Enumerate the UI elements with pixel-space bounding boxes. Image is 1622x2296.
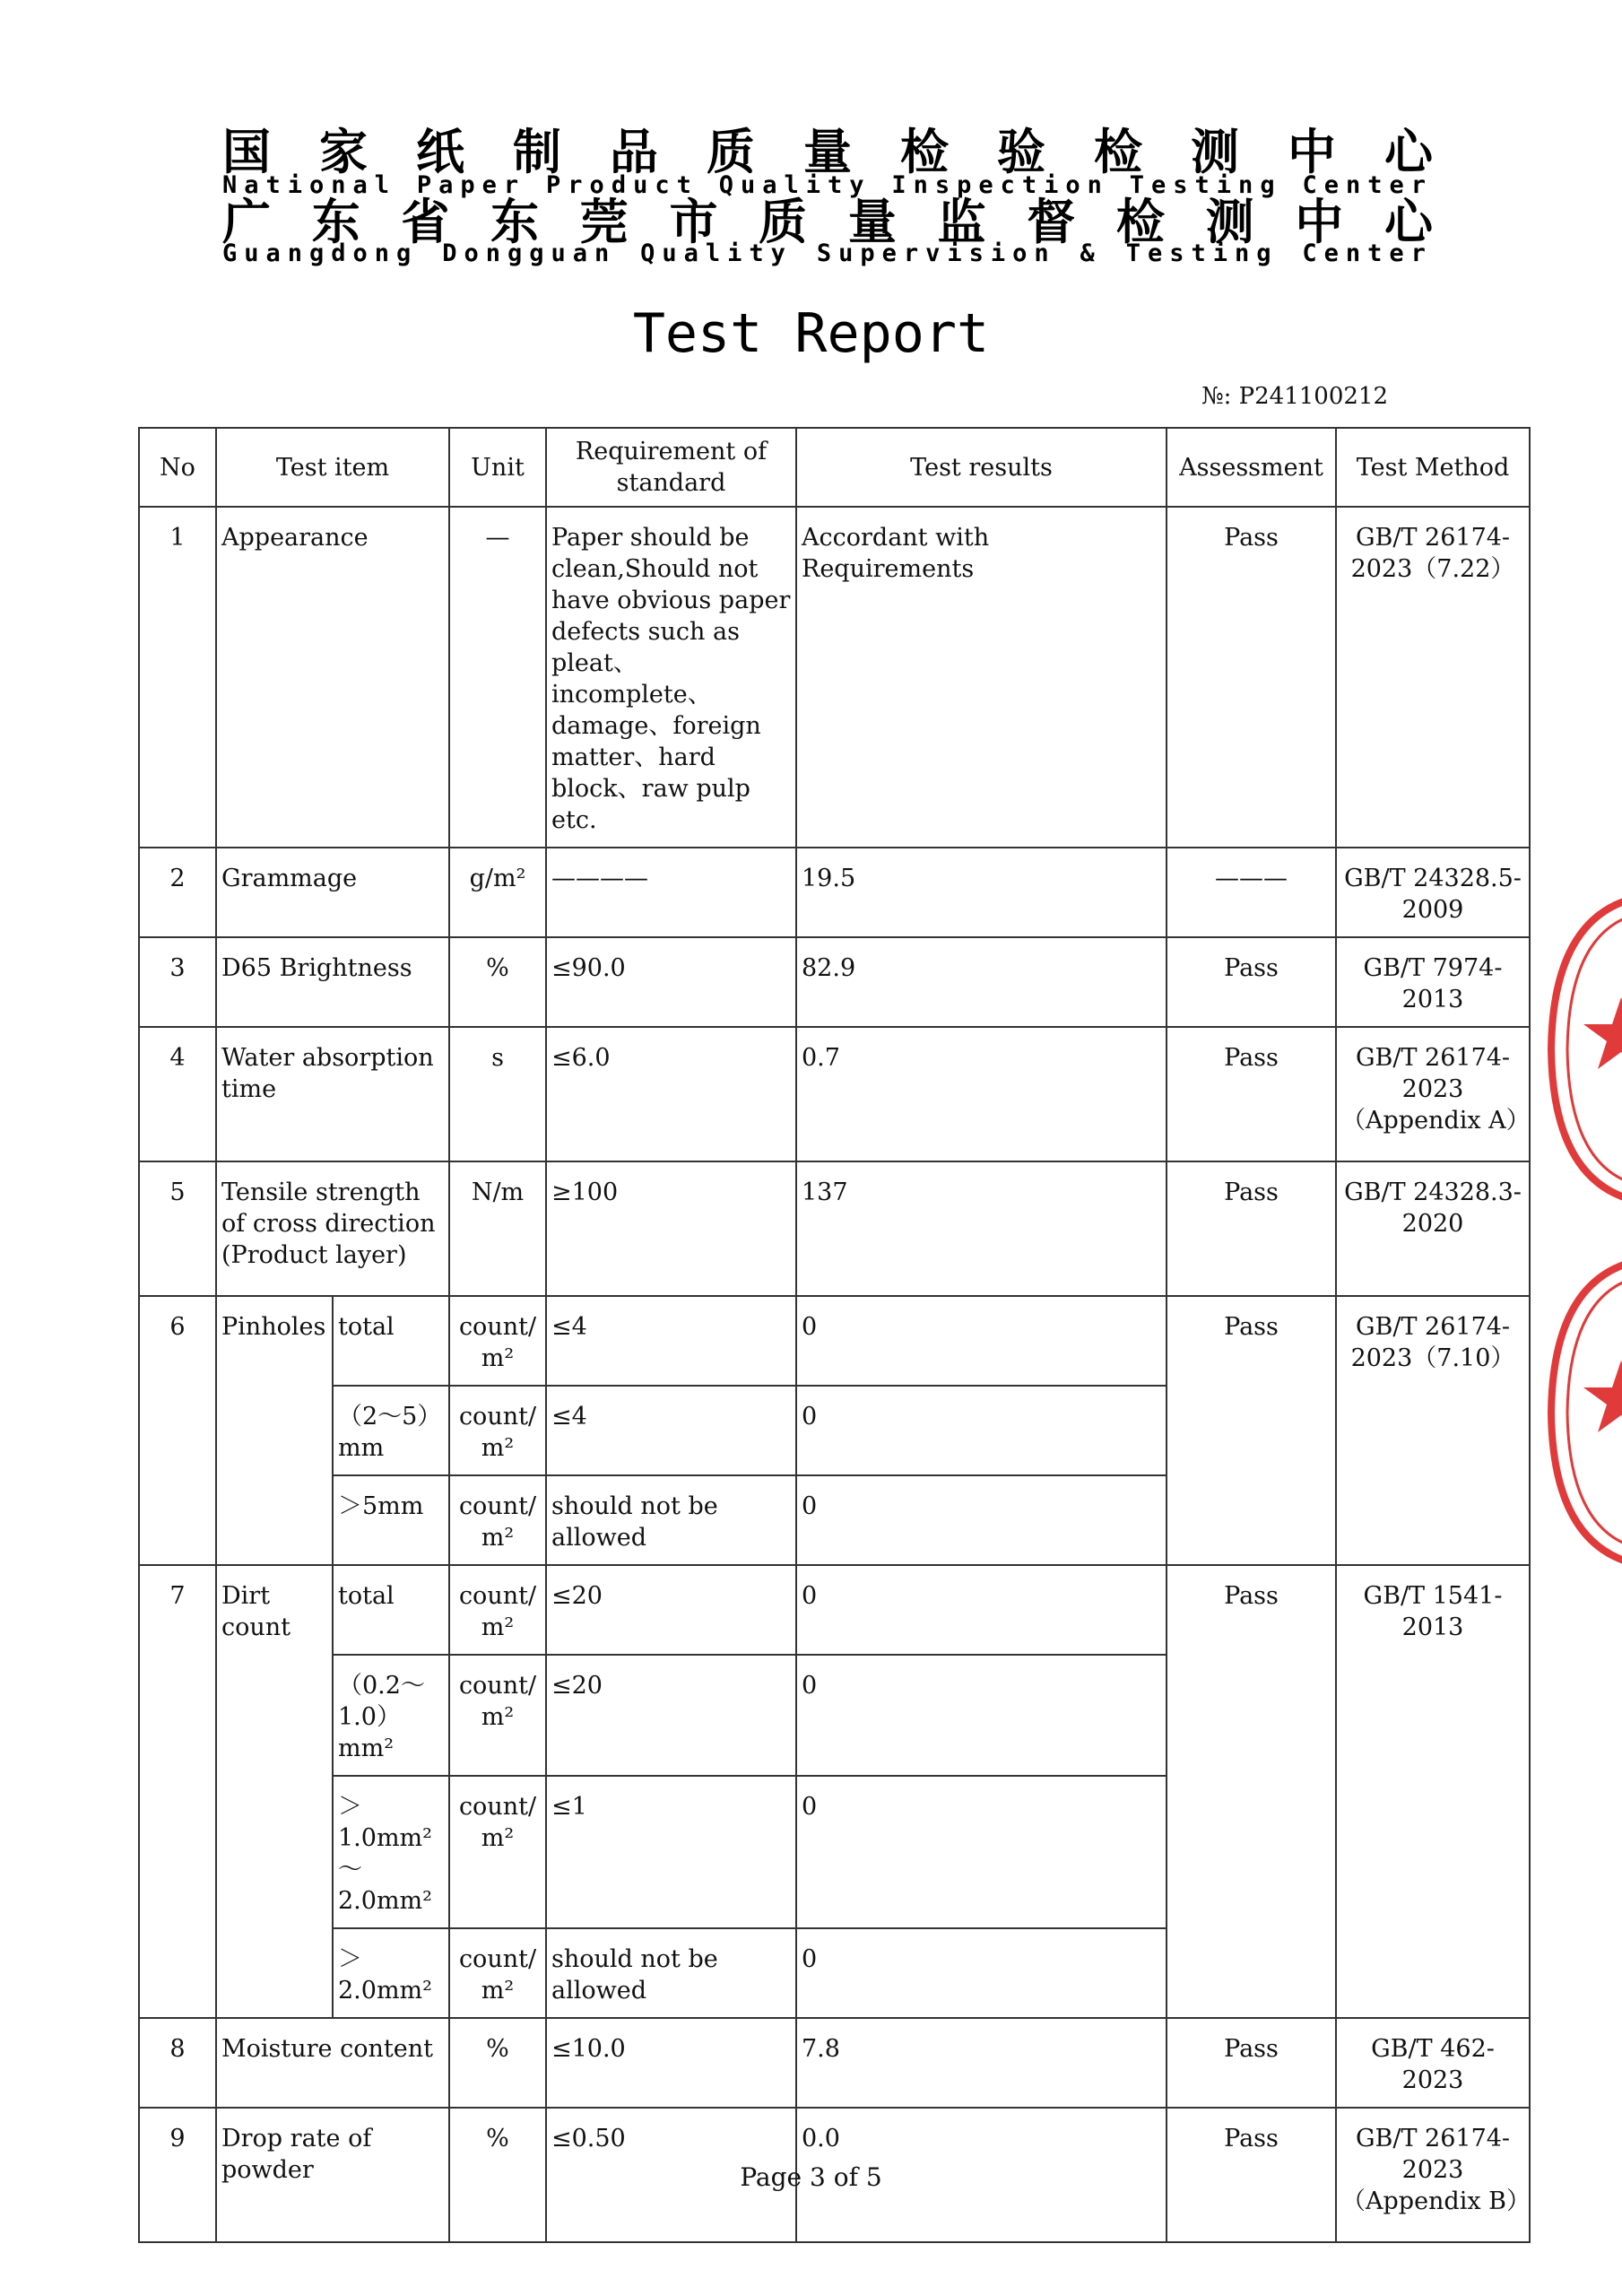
row-assessment: ——— bbox=[1167, 848, 1336, 937]
header-char: 东 bbox=[490, 194, 540, 250]
row-unit: count/m² bbox=[449, 1475, 546, 1565]
header-word: & bbox=[1080, 239, 1102, 267]
table-row bbox=[139, 1296, 1530, 1386]
row-method: GB/T 462-2023 bbox=[1336, 2018, 1530, 2108]
row-result: 19.5 bbox=[796, 848, 1167, 937]
row-result: 82.9 bbox=[796, 937, 1167, 1027]
row-result: 0.7 bbox=[796, 1027, 1167, 1161]
report-number: №: P241100212 bbox=[1201, 383, 1388, 410]
row-unit: count/m² bbox=[449, 1776, 546, 1928]
row-requirement: ≤4 bbox=[546, 1386, 796, 1475]
table-header-row bbox=[139, 428, 1530, 507]
row-method: GB/T 26174-2023（Appendix B） bbox=[1336, 2108, 1530, 2242]
row-assessment: Pass bbox=[1167, 2018, 1336, 2108]
header-char: 质 bbox=[707, 124, 755, 180]
row-assessment: Pass bbox=[1167, 1161, 1336, 1296]
header-word: Guangdong bbox=[222, 239, 419, 267]
row-item: Dirt count bbox=[216, 1565, 333, 2018]
row-result: 0 bbox=[796, 1565, 1167, 1655]
row-method: GB/T 26174-2023（7.22） bbox=[1336, 507, 1530, 848]
header-char: 省 bbox=[401, 194, 450, 250]
header-char: 督 bbox=[1027, 194, 1076, 250]
header-char: 量 bbox=[847, 194, 897, 250]
header-no: No bbox=[139, 428, 216, 507]
header-unit: Unit bbox=[449, 428, 546, 507]
row-assessment: Pass bbox=[1167, 507, 1336, 848]
header-char: 国 bbox=[222, 124, 271, 180]
header-word: Quality bbox=[718, 171, 872, 199]
row-item: Moisture content bbox=[216, 2018, 449, 2108]
row-no: 3 bbox=[139, 937, 216, 1027]
row-unit: % bbox=[449, 937, 546, 1027]
row-method: GB/T 24328.5-2009 bbox=[1336, 848, 1530, 937]
header-word: Center bbox=[1302, 171, 1433, 199]
row-assessment: Pass bbox=[1167, 2108, 1336, 2242]
page-title: Test Report bbox=[632, 302, 990, 365]
row-method: GB/T 26174-2023（7.10） bbox=[1336, 1296, 1530, 1565]
row-requirement: ≤20 bbox=[546, 1565, 796, 1655]
header-word: Inspection bbox=[891, 171, 1109, 199]
row-unit: count/m² bbox=[449, 1296, 546, 1386]
row-unit: % bbox=[449, 2018, 546, 2108]
row-requirement: ≤1 bbox=[546, 1776, 796, 1928]
sub-item-label: total bbox=[333, 1296, 449, 1386]
sub-item-label: （2～5）mm bbox=[333, 1386, 449, 1475]
header-word: Dongguan bbox=[442, 239, 617, 267]
row-item: D65 Brightness bbox=[216, 937, 449, 1027]
row-requirement: Paper should be clean,Should not have obvious paper defects such as pleat、incomplete、damage、foreign matter、hard block、raw pulp etc. bbox=[546, 507, 796, 848]
header-requirement: Requirement of standard bbox=[546, 428, 796, 507]
row-no: 4 bbox=[139, 1027, 216, 1161]
row-unit: s bbox=[449, 1027, 546, 1161]
row-requirement: ≤4 bbox=[546, 1296, 796, 1386]
header-test-item: Test item bbox=[216, 428, 449, 507]
header-char: 测 bbox=[1191, 124, 1239, 180]
header-char: 中 bbox=[1295, 194, 1344, 250]
header-test-method: Test Method bbox=[1336, 428, 1530, 507]
row-method: GB/T 1541-2013 bbox=[1336, 1565, 1530, 2018]
row-result: 0 bbox=[796, 1296, 1167, 1386]
sub-item-label: ＞5mm bbox=[333, 1475, 449, 1565]
header-word: Product bbox=[546, 171, 698, 199]
header-en-line-2 bbox=[222, 240, 1433, 267]
table-row bbox=[139, 937, 1530, 1027]
row-item: Appearance bbox=[216, 507, 449, 848]
sub-item-label: （0.2～1.0）mm² bbox=[333, 1655, 449, 1776]
row-assessment: Pass bbox=[1167, 1027, 1336, 1161]
header-char: 纸 bbox=[416, 124, 464, 180]
header-char: 验 bbox=[997, 124, 1045, 180]
row-item: Drop rate of powder bbox=[216, 2108, 449, 2242]
row-no: 5 bbox=[139, 1161, 216, 1296]
header-char: 心 bbox=[1384, 124, 1433, 180]
header-word: Paper bbox=[416, 171, 526, 199]
header-char: 质 bbox=[759, 194, 808, 250]
row-item: Tensile strength of cross direction (Product layer) bbox=[216, 1161, 449, 1296]
row-assessment: Pass bbox=[1167, 1296, 1336, 1565]
row-item: Pinholes bbox=[216, 1296, 333, 1565]
row-no: 2 bbox=[139, 848, 216, 937]
row-item: Water absorption time bbox=[216, 1027, 449, 1161]
header-char: 测 bbox=[1205, 194, 1254, 250]
header-word: Testing bbox=[1125, 239, 1279, 267]
row-unit: count/m² bbox=[449, 1655, 546, 1776]
table-row bbox=[139, 2018, 1530, 2108]
row-no: 8 bbox=[139, 2018, 216, 2108]
row-method: GB/T 7974-2013 bbox=[1336, 937, 1530, 1027]
row-requirement: should not be allowed bbox=[546, 1928, 796, 2018]
page-number: Page 3 of 5 bbox=[740, 2162, 882, 2192]
row-method: GB/T 26174-2023（Appendix A） bbox=[1336, 1027, 1530, 1161]
row-requirement: ≤6.0 bbox=[546, 1027, 796, 1161]
row-result: 0 bbox=[796, 1928, 1167, 2018]
row-assessment: Pass bbox=[1167, 1565, 1336, 2018]
test-report-table bbox=[138, 427, 1531, 2243]
sub-item-label: ＞1.0mm²～2.0mm² bbox=[333, 1776, 449, 1928]
row-no: 7 bbox=[139, 1565, 216, 2018]
header-char: 家 bbox=[319, 124, 368, 180]
row-no: 9 bbox=[139, 2108, 216, 2242]
header-word: Center bbox=[1302, 239, 1433, 267]
row-result: 137 bbox=[796, 1161, 1167, 1296]
header-char: 市 bbox=[669, 194, 718, 250]
table-row bbox=[139, 848, 1530, 937]
table-row bbox=[139, 1027, 1530, 1161]
header-char: 检 bbox=[1115, 194, 1165, 250]
row-assessment: Pass bbox=[1167, 937, 1336, 1027]
row-result: 0 bbox=[796, 1776, 1167, 1928]
row-requirement: should not be allowed bbox=[546, 1475, 796, 1565]
header-test-results: Test results bbox=[796, 428, 1167, 507]
row-result: Accordant with Requirements bbox=[796, 507, 1167, 848]
header-char: 心 bbox=[1383, 194, 1433, 250]
sub-item-label: ＞2.0mm² bbox=[333, 1928, 449, 2018]
official-seal-stamp bbox=[1535, 1251, 1622, 1574]
table-row bbox=[139, 1161, 1530, 1296]
row-no: 1 bbox=[139, 507, 216, 848]
header-char: 量 bbox=[803, 124, 852, 180]
row-unit: count/m² bbox=[449, 1565, 546, 1655]
row-requirement: ≤10.0 bbox=[546, 2018, 796, 2108]
header-char: 品 bbox=[610, 124, 658, 180]
header-assessment: Assessment bbox=[1167, 428, 1336, 507]
table-row bbox=[139, 507, 1530, 848]
row-requirement: ———— bbox=[546, 848, 796, 937]
header-word: Supervision bbox=[816, 239, 1056, 267]
row-unit: % bbox=[449, 2108, 546, 2242]
row-result: 0.0 bbox=[796, 2108, 1167, 2242]
row-requirement: ≤0.50 bbox=[546, 2108, 796, 2242]
row-method: GB/T 24328.3-2020 bbox=[1336, 1161, 1530, 1296]
header-char: 广 bbox=[222, 194, 271, 250]
row-unit: g/m² bbox=[449, 848, 546, 937]
table-row bbox=[139, 1565, 1530, 1655]
row-item: Grammage bbox=[216, 848, 449, 937]
row-result: 0 bbox=[796, 1475, 1167, 1565]
sub-item-label: total bbox=[333, 1565, 449, 1655]
row-unit: count/m² bbox=[449, 1928, 546, 2018]
row-result: 0 bbox=[796, 1655, 1167, 1776]
header-char: 制 bbox=[513, 124, 561, 180]
header-word: Testing bbox=[1129, 171, 1282, 199]
row-no: 6 bbox=[139, 1296, 216, 1565]
header-char: 莞 bbox=[579, 194, 629, 250]
official-seal-stamp bbox=[1535, 888, 1622, 1211]
header-char: 检 bbox=[1094, 124, 1142, 180]
row-requirement: ≤20 bbox=[546, 1655, 796, 1776]
row-requirement: ≥100 bbox=[546, 1161, 796, 1296]
header-word: Quality bbox=[640, 239, 793, 267]
row-result: 0 bbox=[796, 1386, 1167, 1475]
header-char: 检 bbox=[900, 124, 949, 180]
header-char: 东 bbox=[311, 194, 360, 250]
header-char: 监 bbox=[937, 194, 986, 250]
row-unit: count/m² bbox=[449, 1386, 546, 1475]
row-requirement: ≤90.0 bbox=[546, 937, 796, 1027]
row-unit: — bbox=[449, 507, 546, 848]
row-result: 7.8 bbox=[796, 2018, 1167, 2108]
header-word: National bbox=[222, 171, 397, 199]
header-char: 中 bbox=[1288, 124, 1336, 180]
row-unit: N/m bbox=[449, 1161, 546, 1296]
